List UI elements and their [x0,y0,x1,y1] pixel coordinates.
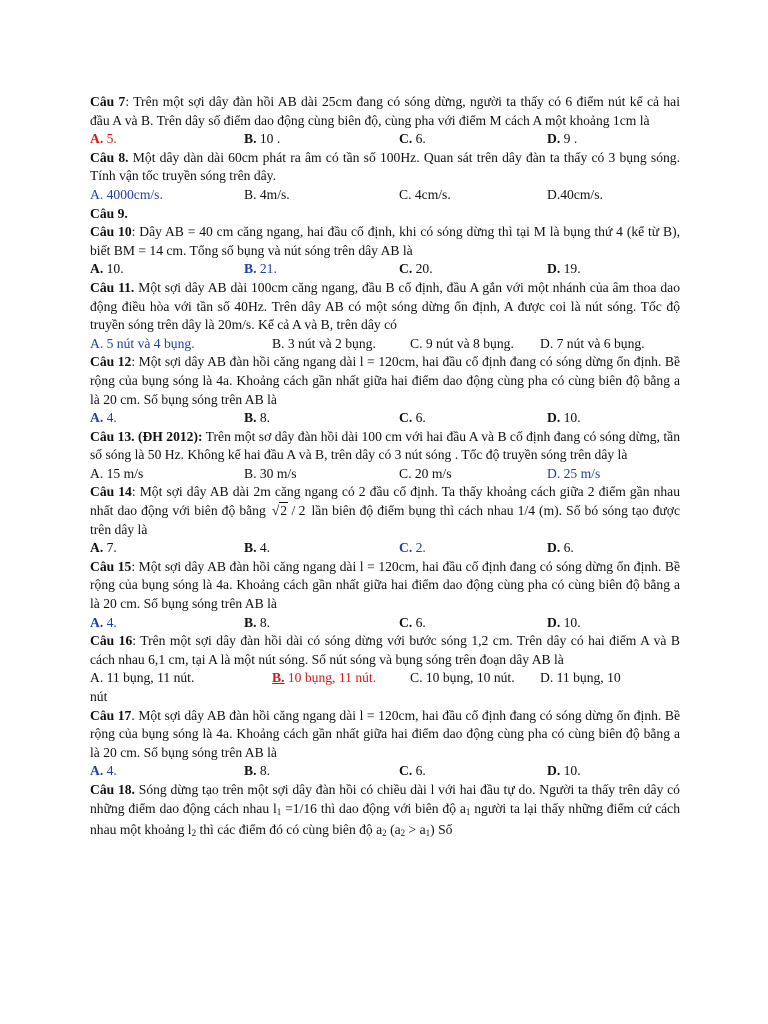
question-label: Câu 12 [90,354,132,370]
question-text: Sóng dừng tạo trên một sợi dây đàn hồi có chiều dài l với hai đầu tự do. Người ta thấy trên dây có những điểm dao động cách nhau l [90,781,680,816]
question-sep: : [131,558,136,574]
option-letter: B. [244,410,257,426]
option-text: 4. [103,614,117,630]
question-text: (a [386,822,401,838]
answer-option[interactable] [90,465,143,484]
answer-option[interactable] [90,260,124,279]
option-text: 21. [256,261,277,277]
option-letter: D. [547,410,561,426]
option-letter: D. [547,131,561,147]
question-text: lần biên độ điểm bụng thì cách nhau 1/4 (m). Số bó sóng tạo được trên dây là [90,503,680,537]
question [90,205,680,224]
option-wrap: nút [90,689,108,704]
answer-options [90,465,680,484]
answer-option[interactable] [410,669,515,688]
subscript: 2 [191,828,197,839]
answer-option[interactable] [399,186,451,205]
question-text: người ta lại thấy những điểm cứ cách nhau một khoảng l [90,800,680,838]
question [90,428,680,465]
option-text: 7. [103,540,117,556]
question-sep: : [125,94,130,109]
answer-option[interactable] [547,186,603,205]
option-text: C. 10 bụng, 10 nút. [410,670,515,686]
question-text: Trên một sợi dây đàn hồi dài có sóng dừng với bước sóng 1,2 cm. Trên dây có hai điểm A và B cách nhau 6,1 cm, tại A là một nút sóng. Số nút sóng và bụng sóng trên đoạn dây AB là [90,633,680,667]
question-text: > a [405,822,426,838]
question-label: Câu 9. [90,205,128,221]
option-letter: C. [399,131,413,147]
answer-option[interactable] [244,614,270,633]
option-text: 6. [412,763,426,779]
option-text: 8. [256,763,271,779]
answer-option[interactable] [90,669,194,688]
option-text: C. 20 m/s [399,465,452,481]
answer-option[interactable] [244,465,297,484]
option-text: A. 11 bụng, 11 nút. [90,670,195,686]
answer-option[interactable] [399,614,426,633]
option-text: 2. [412,540,426,556]
question-text: Một sợi dây AB đàn hồi căng ngang dài l = 120cm, hai đầu cố định đang có sóng dừng ổn định. Bề rộng của bụng sóng là 4a. Khoảng cách gần nhất giữa hai điểm dao động cùng pha có cùng biên độ bằng a là 20 cm. Số bụng sóng trên AB là [90,558,680,612]
answer-option[interactable] [90,335,195,354]
option-text: 10. [560,763,581,779]
option-text: A. 5 nút và 4 bụng. [90,335,195,351]
answer-option[interactable] [540,669,621,688]
option-letter: B. [244,763,257,779]
question-text: Dây AB = 40 cm căng ngang, hai đầu cố định, khi có sóng dừng thì tại M là bụng thứ 4 (kể từ B), biết BM = 14 cm. Tổng số bụng và nút sóng trên dây AB là [90,224,680,258]
question-label: Câu 16 [90,633,133,649]
question-label: Câu 15 [90,558,132,574]
question-label: Câu 10 [90,224,132,240]
option-text: B. 30 m/s [244,465,297,481]
question [90,149,680,186]
option-letter: A. [90,540,104,556]
subscript: 2 [400,828,406,839]
option-letter: B. [244,540,257,556]
question-text: Trên một sơ dây đàn hồi dài 100 cm với hai đầu A và B cố định đang có sóng dừng, tần số sóng là 50 Hz. Không kể hai đầu A và B, trên dây có 3 nút sóng . Tốc độ truyền sóng trên dây là [90,428,680,463]
question-sep: : [131,484,136,500]
option-text: D. 7 nút và 6 bụng. [540,335,645,351]
question-text: Một sợi dây AB dài 2m căng ngang có 2 đầu cố định. Ta thấy khoảng cách giữa 2 điểm gần nhau nhất dao động với biên độ bằng [90,484,681,519]
option-text: 6. [412,614,426,630]
question [90,483,680,539]
question [90,223,680,260]
option-letter: D. [547,261,561,277]
sqrt-argument: 2 [280,503,288,519]
answer-option[interactable] [90,186,163,205]
option-text: A. 4000cm/s. [90,186,163,202]
option-text: 19. [560,261,581,277]
option-text: B. 4m/s. [244,186,290,202]
answer-option[interactable] [547,130,577,149]
question-label: Câu 14 [90,484,132,500]
answer-option[interactable] [244,409,270,428]
option-text: 9 . [560,131,578,147]
answer-option[interactable] [244,260,277,279]
option-letter: C. [399,261,413,277]
question-label: Câu 8. [90,149,129,165]
option-text: 6. [412,131,426,147]
option-letter: C. [399,540,413,556]
question-sep: . [131,707,135,723]
answer-options [90,260,680,279]
question-label: Câu 11. [90,279,135,295]
question-text: thì các điểm đó có cùng biên độ a [196,822,383,838]
option-text: 10 . [256,131,281,147]
option-text: D. 11 bụng, 10 [540,670,621,686]
question-text: Trên một sợi dây đàn hồi AB dài 25cm đang có sóng dừng, người ta thấy có 6 điểm nút kể cả hai đầu A và B. Trên dây số điểm dao động cùng biên độ, cùng pha với điểm M cách A một khoảng 1cm là [90,94,680,128]
subscript: 1 [465,806,471,817]
question-text: Một sợi dây AB dài 100cm căng ngang, đầu B cố định, đầu A gắn với một nhánh của âm thoa dao động điều hòa với tần số 40Hz. Trên dây AB có một sóng dừng ổn định, A được coi là nút sóng. Tốc độ truyền sóng trên dây là 20m/s. Kể cả A và B, trên dây có [90,279,680,333]
option-letter: B. [244,131,257,147]
answer-option[interactable] [90,130,117,149]
option-letter: A. [90,763,104,779]
option-letter: A. [90,614,104,630]
answer-options [90,186,680,205]
option-text: C. 4cm/s. [399,186,451,202]
answer-option[interactable] [547,409,581,428]
option-text: 6. [412,410,426,426]
answer-option[interactable] [540,335,645,354]
subscript: 1 [276,806,282,817]
question-list [90,93,680,843]
answer-option[interactable] [547,260,581,279]
answer-options [90,614,680,633]
option-text: 4. [256,540,271,556]
option-text: 10. [103,261,124,277]
question [90,707,680,763]
question-sep: : [131,224,136,240]
option-letter: D. [547,763,561,779]
answer-option[interactable] [244,130,280,149]
question [90,93,680,130]
option-text: B. 3 nút và 2 bụng. [272,335,376,351]
answer-option[interactable] [399,260,433,279]
option-text: 8. [256,410,271,426]
question [90,353,680,409]
answer-option[interactable] [244,762,270,781]
answer-option[interactable] [244,186,290,205]
question-sep: : [131,354,136,370]
answer-options [90,762,680,781]
option-text: 4. [103,763,117,779]
option-text: 8. [256,614,271,630]
question-text: =1/16 thì dao động với biên độ a [281,800,466,816]
option-letter: B. [272,670,285,686]
subscript: 1 [425,828,431,839]
answer-option[interactable] [547,614,581,633]
option-text: D.40cm/s. [547,186,603,202]
option-text: D. 25 m/s [547,465,601,481]
option-text: C. 9 nút và 8 bụng. [410,335,514,351]
answer-options [90,130,680,149]
option-text: A. 15 m/s [90,465,144,481]
answer-options [90,335,680,354]
sqrt-tail: / 2 [288,503,306,519]
answer-option[interactable] [399,762,426,781]
question-text: ) Số [430,822,453,838]
option-letter: A. [90,410,104,426]
question [90,279,680,335]
option-text: 5. [103,131,117,147]
option-letter: A. [90,131,104,147]
answer-options [90,409,680,428]
answer-option[interactable] [547,539,574,558]
option-letter: D. [547,540,561,556]
answer-option[interactable] [90,614,117,633]
option-letter: A. [90,261,104,277]
question-label: Câu 17 [90,707,132,723]
question-label: Câu 13. (ĐH 2012): [90,428,203,444]
answer-option[interactable] [244,539,270,558]
option-text: 20. [412,261,433,277]
answer-options [90,539,680,558]
subscript: 2 [382,828,387,839]
question [90,632,680,669]
question-text: Một dây dàn dài 60cm phát ra âm có tần số 100Hz. Quan sát trên dây đàn ta thấy có 3 bụng sóng. Tính vận tốc truyền sóng trên dây. [90,149,680,184]
option-letter: B. [244,261,257,277]
option-text: 4. [103,410,117,426]
question [90,558,680,614]
answer-option[interactable] [272,335,376,354]
question-sep: : [132,633,137,649]
answer-option[interactable] [410,335,514,354]
answer-option[interactable] [90,762,117,781]
option-text: 6. [560,540,574,556]
answer-option[interactable] [272,669,376,688]
answer-option[interactable] [399,409,426,428]
option-letter: C. [399,763,413,779]
question [90,781,680,843]
option-letter: B. [244,614,257,630]
answer-option[interactable] [399,130,426,149]
option-text: 10. [560,410,581,426]
option-text: 10. [560,614,581,630]
option-letter: D. [547,614,561,630]
answer-options [90,669,680,688]
sqrt-expression: √2 / 2 [271,503,306,519]
answer-option[interactable] [547,465,600,484]
question-text: Một sợi dây AB đàn hồi căng ngang dài l = 120cm, hai đầu cố định đang có sóng dừng ổn định. Bề rộng của bụng sóng là 4a. Khoảng cách gần nhất giữa hai điểm dao động cùng pha có cùng biên độ bằng a là 20 cm. Số bụng sóng trên AB là [90,707,680,760]
option-letter: C. [399,614,413,630]
answer-option[interactable] [399,465,452,484]
answer-option[interactable] [90,539,117,558]
question-label: Câu 18. [90,781,135,797]
question-label: Câu 7 [90,94,126,109]
answer-option[interactable] [399,539,426,558]
question-text: Một sợi dây AB đàn hồi căng ngang dài l = 120cm, hai đầu cố định đang có sóng dừng ổn định. Bề rộng của bụng sóng là 4a. Khoảng cách gần nhất giữa hai điểm dao động cùng pha có cùng biên độ bằng a là 20 cm. Số bụng sóng trên AB là [90,354,680,407]
answer-option[interactable] [90,409,117,428]
option-letter: C. [399,410,413,426]
option-text: 10 bụng, 11 nút. [284,670,377,686]
answer-option[interactable] [547,762,581,781]
